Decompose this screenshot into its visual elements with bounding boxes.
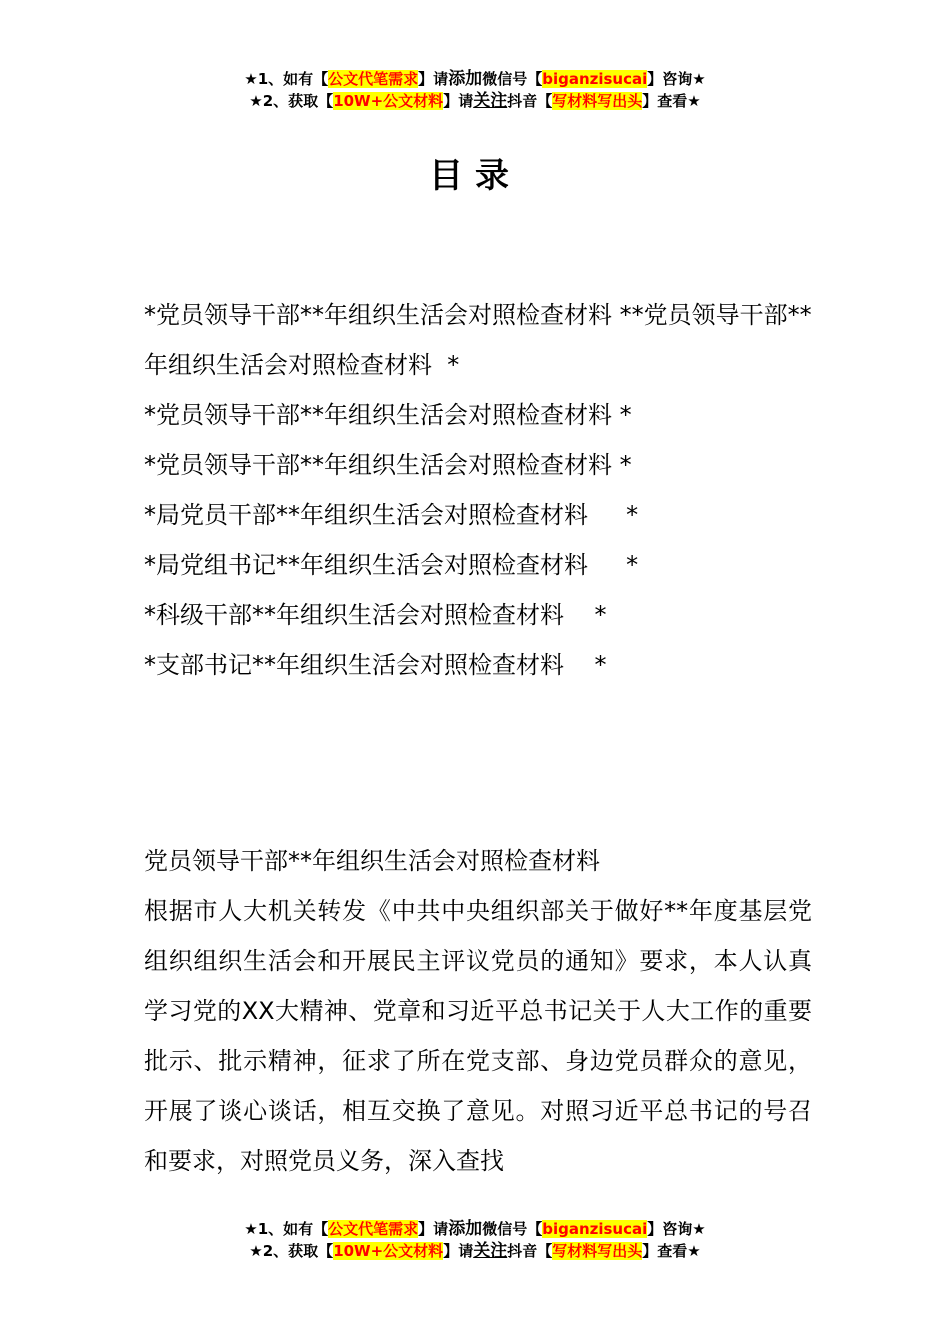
banner-text: 】查看★ — [642, 92, 701, 110]
banner-text: 】查看★ — [642, 1242, 701, 1260]
banner-emphasis: 关注 — [473, 91, 508, 111]
banner-text: ★2、获取【 — [249, 1242, 334, 1260]
table-of-contents — [144, 290, 812, 690]
banner-emphasis: 关注 — [473, 1241, 508, 1261]
banner-line-1 — [0, 68, 950, 90]
banner-text: ★1、如有【 — [244, 70, 329, 88]
toc-item[interactable]: *党员领导干部**年组织生活会对照检查材料 * — [144, 401, 632, 429]
banner-text: 】请 — [418, 70, 449, 88]
document-body — [144, 836, 812, 1186]
banner-text: 】咨询★ — [647, 1220, 706, 1238]
banner-text: ★1、如有【 — [244, 1220, 329, 1238]
banner-line-1 — [0, 1218, 950, 1240]
banner-text: ★2、获取【 — [249, 92, 334, 110]
banner-highlight: 公文代笔需求 — [328, 70, 419, 88]
toc-item[interactable]: *党员领导干部**年组织生活会对照检查材料 * — [144, 451, 632, 479]
banner-highlight: 公文代笔需求 — [328, 1220, 419, 1238]
banner-text: 】请 — [443, 1242, 474, 1260]
toc-item[interactable]: *支部书记**年组织生活会对照检查材料 * — [144, 651, 607, 679]
header-banner — [0, 68, 950, 112]
banner-text: 微信号【 — [482, 1220, 543, 1238]
banner-highlight: biganzisucai — [542, 1220, 648, 1238]
banner-highlight: 写材料写出头 — [552, 92, 643, 110]
toc-item[interactable]: *局党组书记**年组织生活会对照检查材料 * — [144, 551, 639, 579]
banner-highlight: 写材料写出头 — [552, 1242, 643, 1260]
toc-item[interactable]: *科级干部**年组织生活会对照检查材料 * — [144, 601, 607, 629]
page-title: 目录 — [429, 156, 521, 196]
toc-item[interactable]: *党员领导干部**年组织生活会对照检查材料 **党员领导干部**年组织生活会对照检查材料 * — [144, 301, 812, 379]
banner-emphasis: 添加 — [448, 69, 483, 89]
banner-text: 抖音【 — [507, 1242, 553, 1260]
banner-text: 】请 — [418, 1220, 449, 1238]
banner-emphasis: 添加 — [448, 1219, 483, 1239]
banner-text: 】咨询★ — [647, 70, 706, 88]
banner-text: 抖音【 — [507, 92, 553, 110]
footer-banner — [0, 1218, 950, 1262]
banner-highlight: biganzisucai — [542, 70, 648, 88]
banner-line-2 — [0, 1240, 950, 1262]
toc-item[interactable]: *局党员干部**年组织生活会对照检查材料 * — [144, 501, 639, 529]
body-paragraph: 根据市人大机关转发《中共中央组织部关于做好**年度基层党组织组织生活会和开展民主评议党员的通知》要求，本人认真学习党的XX大精神、党章和习近平总书记关于人大工作的重要批示、批示精神，征求了所在党支部、身边党员群众的意见，开展了谈心谈话，相互交换了意见。对照习近平总书记的号召和要求，对照党员义务，深入查找 — [144, 897, 812, 1175]
section-heading: 党员领导干部**年组织生活会对照检查材料 — [144, 847, 600, 875]
banner-highlight: 10W+公文材料 — [333, 92, 444, 110]
banner-text: 微信号【 — [482, 70, 543, 88]
banner-line-2 — [0, 90, 950, 112]
banner-highlight: 10W+公文材料 — [333, 1242, 444, 1260]
banner-text: 】请 — [443, 92, 474, 110]
